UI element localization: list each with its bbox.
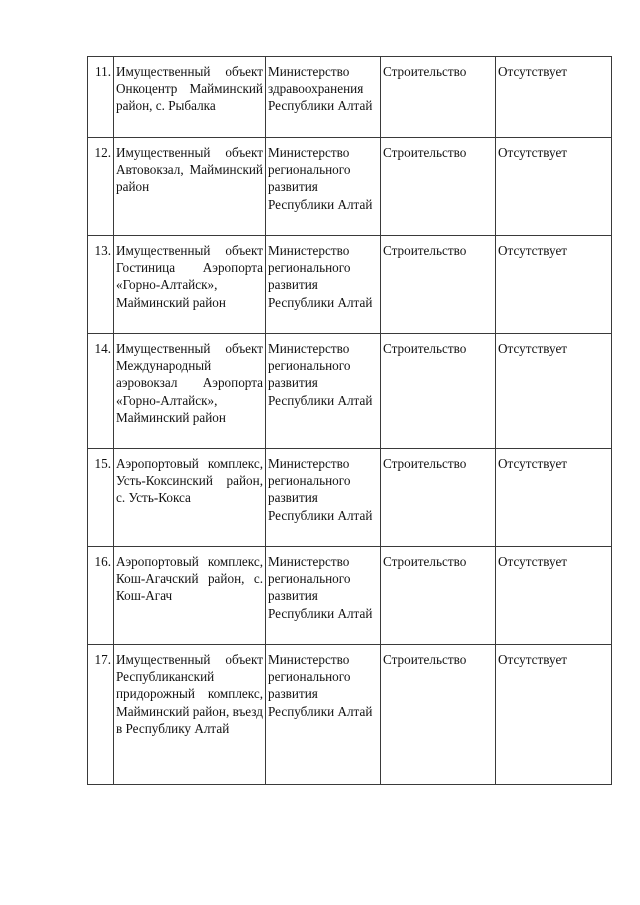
- object-name-cell: Имущественный объект Автовокзал, Майминский район: [114, 138, 266, 236]
- row-number: 11.: [88, 57, 114, 138]
- object-name-cell: Имущественный объект Онкоцентр Майминский район, с. Рыбалка: [114, 57, 266, 138]
- responsible-organization-cell: Министерство регионального развития Республики Алтай: [266, 449, 381, 547]
- object-name-cell: Аэропортовый комплекс, Кош-Агачский район, с. Кош-Агач: [114, 547, 266, 645]
- table-row: [88, 449, 612, 547]
- responsible-organization-cell: Министерство регионального развития Республики Алтай: [266, 547, 381, 645]
- table-row: [88, 645, 612, 785]
- responsible-organization-cell: Министерство регионального развития Республики Алтай: [266, 236, 381, 334]
- responsible-organization-cell: Министерство здравоохранения Республики Алтай: [266, 57, 381, 138]
- activity-type-cell: Строительство: [381, 236, 496, 334]
- row-number: 13.: [88, 236, 114, 334]
- table-row: [88, 57, 612, 138]
- row-number: 16.: [88, 547, 114, 645]
- status-cell: Отсутствует: [496, 57, 612, 138]
- row-number: 17.: [88, 645, 114, 785]
- object-name-cell: Имущественный объект Международный аэровокзал Аэропорта «Горно-Алтайск», Майминский район: [114, 334, 266, 449]
- activity-type-cell: Строительство: [381, 138, 496, 236]
- table-row: [88, 236, 612, 334]
- status-cell: Отсутствует: [496, 645, 612, 785]
- status-cell: Отсутствует: [496, 334, 612, 449]
- status-cell: Отсутствует: [496, 449, 612, 547]
- activity-type-cell: Строительство: [381, 547, 496, 645]
- activity-type-cell: Строительство: [381, 449, 496, 547]
- row-number: 12.: [88, 138, 114, 236]
- property-objects-table: [87, 56, 612, 785]
- row-number: 15.: [88, 449, 114, 547]
- table-row: [88, 547, 612, 645]
- activity-type-cell: Строительство: [381, 57, 496, 138]
- object-name-cell: Имущественный объект Гостиница Аэропорта «Горно-Алтайск», Майминский район: [114, 236, 266, 334]
- status-cell: Отсутствует: [496, 138, 612, 236]
- responsible-organization-cell: Министерство регионального развития Республики Алтай: [266, 334, 381, 449]
- activity-type-cell: Строительство: [381, 334, 496, 449]
- activity-type-cell: Строительство: [381, 645, 496, 785]
- object-name-cell: Имущественный объект Республиканский придорожный комплекс, Майминский район, въезд в Республику Алтай: [114, 645, 266, 785]
- row-number: 14.: [88, 334, 114, 449]
- table-row: [88, 138, 612, 236]
- status-cell: Отсутствует: [496, 547, 612, 645]
- responsible-organization-cell: Министерство регионального развития Республики Алтай: [266, 138, 381, 236]
- status-cell: Отсутствует: [496, 236, 612, 334]
- table-row: [88, 334, 612, 449]
- responsible-organization-cell: Министерство регионального развития Республики Алтай: [266, 645, 381, 785]
- object-name-cell: Аэропортовый комплекс, Усть-Коксинский район, с. Усть-Кокса: [114, 449, 266, 547]
